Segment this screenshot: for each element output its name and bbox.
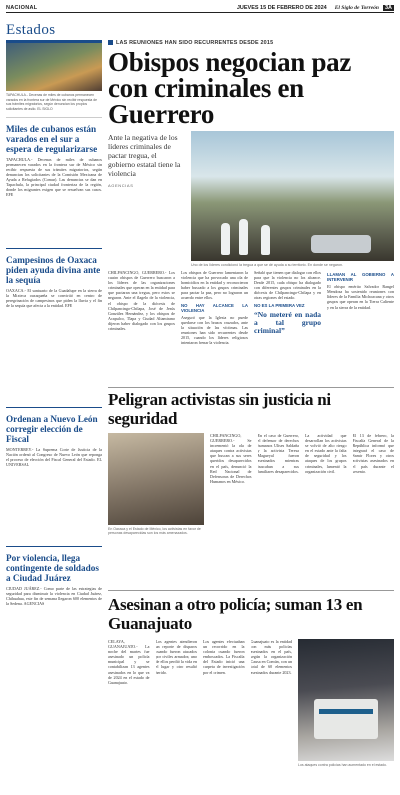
- activists-photo-caption: En Oaxaca y el Estado de México, los activistas en favor de personas desaparecidas son los más amenazados.: [108, 527, 201, 535]
- text-column: Los agentes efectuaban un recorrido en la colonia cuando fueron emboscados. La Fiscalía del Estado inició una carpeta de investigación por el crimen.: [203, 639, 245, 675]
- brief-story: [6, 414, 102, 547]
- agency-credit: AGENCIAS: [108, 183, 134, 188]
- kicker-text: LAS REUNIONES HAN SIDO RECURRENTES DESDE 2015: [116, 40, 274, 46]
- police-photo-caption: Los ataques contra policías han aumentado en el estado.: [298, 763, 387, 767]
- news-sidebar: [6, 40, 102, 790]
- paper-name: El Siglo de Torreón: [334, 4, 379, 11]
- summary-text: Ante la negativa de los líderes criminales de pactar tregua, el gobierno estatal tiene la violencia: [108, 133, 181, 178]
- brief-headline: Campesinos de Oaxaca piden ayuda divina ante la sequía: [6, 255, 101, 285]
- brief-headline: Por violencia, llega contingente de soldados a Ciudad Juárez: [6, 553, 99, 583]
- lead-kicker: [108, 40, 394, 46]
- text-column: En el caso de Guerrero, el defensor de derechos humanos Ulises Saldaña y la activista Teresa Magueyal fueron asesinados mientras buscaban a sus familiares desaparecidos.: [257, 433, 299, 474]
- vehicle-shape: [311, 235, 371, 253]
- figure-shape: [261, 225, 270, 255]
- lead-photo-caption: Uno de los líderes condicionó la tregua a que se dé ayuda a su territorio. En donde se negaron.: [191, 263, 344, 267]
- masthead: [6, 3, 394, 13]
- police-story: [108, 590, 394, 795]
- column-text: Los obispos de Guerrero lamentaron la violencia que ha provocado una ola de homicidios en la entidad y reconocieron haber buscado a los grupos criminales para pactar la paz, pero no lograron un acuerdo entre ellos.: [181, 270, 248, 301]
- police-headline: Asesinan a otro policía; suman 13 en Guanajuato: [108, 595, 363, 633]
- lead-top: [108, 133, 394, 261]
- police-photo: [298, 639, 394, 761]
- text-column: Los agentes atendieron un reporte de disparos cuando fueron atacados por civiles armados; uno de ellos perdió la vida en el lugar y otro resultó herido.: [155, 639, 197, 675]
- brief-story: [6, 553, 102, 706]
- subhead: NO ES LA PRIMERA VEZ: [254, 302, 305, 308]
- activists-photo-block: [108, 433, 204, 553]
- column-text: CHILPANCINGO, GUERRERO.- Los cuatro obispos de Guerrero buscaron a los líderes de las organizaciones criminales que operan en la entidad para que pactaran una tregua, pero estos se negaron. Ante el flagelo de la violencia, el obispo de la diócesis de Chilpancingo-Chilapa, José de Jesús González Hernández, y los obispos de Acapulco, Tlapa y Ciudad Altamirano dijeron haber dialogado con los grupos criminales.: [108, 270, 175, 332]
- brief-body: TAPACHULA.- Decenas de miles de cubanos permanecen varados en la frontera sur de México sin recibir respuesta de sus trámites migratorios, según denuncian los solicitantes de la Comisión Mexicana de Ayuda a Refugiados (Comar). Las denuncias se dan en Tapachula, la principal ciudad fronteriza de la región, donde los migrantes exigen que se resuelvan sus casos. EFE: [6, 157, 102, 249]
- text-column: La actividad que desarrollan los activistas se volvió de alto riesgo en el estado ante la falta de seguridad y los ataques de los grupos criminales, lamentó la organización civil.: [305, 433, 347, 474]
- column-text: Aseguró que la Iglesia no puede quedarse con los brazos cruzados, ante la situación de las víctimas. Las reuniones han sido recurrentes desde 2015, cuando los líderes religiosos intentaron frenar la violencia.: [181, 314, 248, 346]
- activists-story: [108, 387, 394, 553]
- police-body: [108, 639, 394, 795]
- text-column: CELAYA, GUANAJUATO.- La noche del martes fue asesinado un policía municipal y se contabilizan 13 agentes asesinados en lo que va de 2024 en el estado de Guanajuato.: [108, 639, 150, 685]
- sidebar-photo-caption: TAPACHULA.- Decenas de miles de cubanos permanecen varados en la frontera sur de México sin recibir respuesta de sus trámites migratorios, según denuncian los propios solicitantes de asilo. EL SIGLO: [6, 91, 102, 118]
- brief-story: [6, 255, 102, 408]
- brief-headline: Miles de cubanos están varados en el sur a espera de regularizarse: [6, 124, 98, 154]
- section-title: Estados: [6, 22, 56, 38]
- text-column: CHILPANCINGO, GUERRERO.- Se incrementó la ola de ataques contra activistas que buscan a sus seres queridos desaparecidos en el país, denunció la Red Nacional de Defensoras de Derechos Humanos en México.: [210, 433, 252, 484]
- activists-photo: [108, 433, 204, 525]
- brief-body: MONTERREY.- La Suprema Corte de Justicia de la Nación ordenó al Congreso de Nuevo León que reponga el proceso de elección del Fiscal General del Estado. EL UNIVERSAL: [6, 447, 102, 547]
- text-column: Guanajuato es la entidad con más policías asesinados en el país, según la organización Causa en Común, con un total de 60 elementos asesinados durante 2023.: [250, 639, 292, 675]
- subhead: LLAMAN AL GOBIERNO A INTERVENIR: [327, 272, 394, 283]
- brief-headline: Ordenan a Nuevo León corregir elección de Fiscal: [6, 414, 98, 444]
- lead-photo: [191, 131, 394, 261]
- column-text: El obispo emérito Salvador Rangel Mendoza ha sostenido reuniones con líderes de la Familia Michoacana y otros grupos que operan en la Tierra Caliente y en la sierra de la entidad.: [327, 284, 394, 310]
- activists-headline: Peligran activistas sin justicia ni seguridad: [108, 390, 331, 428]
- figure-shape: [239, 219, 248, 255]
- text-column: El 13 de febrero, la Fiscalía General de la República informó que integrará el caso de Samir Flores y otros activistas asesinados en el país durante el sexenio.: [352, 433, 394, 474]
- pull-quote: “No meteré en nada a tal grupo criminal”: [254, 309, 321, 336]
- brief-story: [6, 124, 102, 249]
- column-text: Señaló que tienen que dialogar con ellos para que la violencia no los alcance. Desde 2015, cada obispo ha dialogado con diferentes grupos criminales en la diócesis de Chilpancingo-Chilapa y en otras regiones del estado.: [254, 270, 321, 301]
- figure-shape: [221, 223, 230, 255]
- patrol-van-shape: [314, 699, 378, 739]
- bullet-icon: [108, 40, 113, 45]
- page-number: 3A: [384, 4, 392, 11]
- sidebar-photo: [6, 43, 102, 91]
- lead-headline: Obispos negocian paz con criminales en Guerrero: [108, 47, 352, 129]
- issue-date: JUEVES 15 DE FEBRERO DE 2024: [236, 4, 327, 11]
- activists-body: [108, 433, 394, 553]
- police-photo-block: [298, 639, 394, 795]
- section-name: NACIONAL: [6, 4, 38, 11]
- subhead: NO HAY ALCANCE LA VIOLENCIA: [181, 302, 248, 313]
- brief-body: CIUDAD JUÁREZ.- Como parte de las estrategias de seguridad para disminuir la violencia en Ciudad Juárez, Chihuahua, este fin de semana llegaron 600 elementos de la Sedena. AGENCIAS: [6, 586, 102, 606]
- lead-summary: [108, 133, 184, 190]
- brief-body: OAXACA.- El santuario de la Guadalupe en la sierra de la Mixteca oaxaqueña se convirtió en centro de peregrinación de campesinos que piden la lluvia y el fin de la sequía que afecta a la entidad. EFE: [6, 288, 102, 408]
